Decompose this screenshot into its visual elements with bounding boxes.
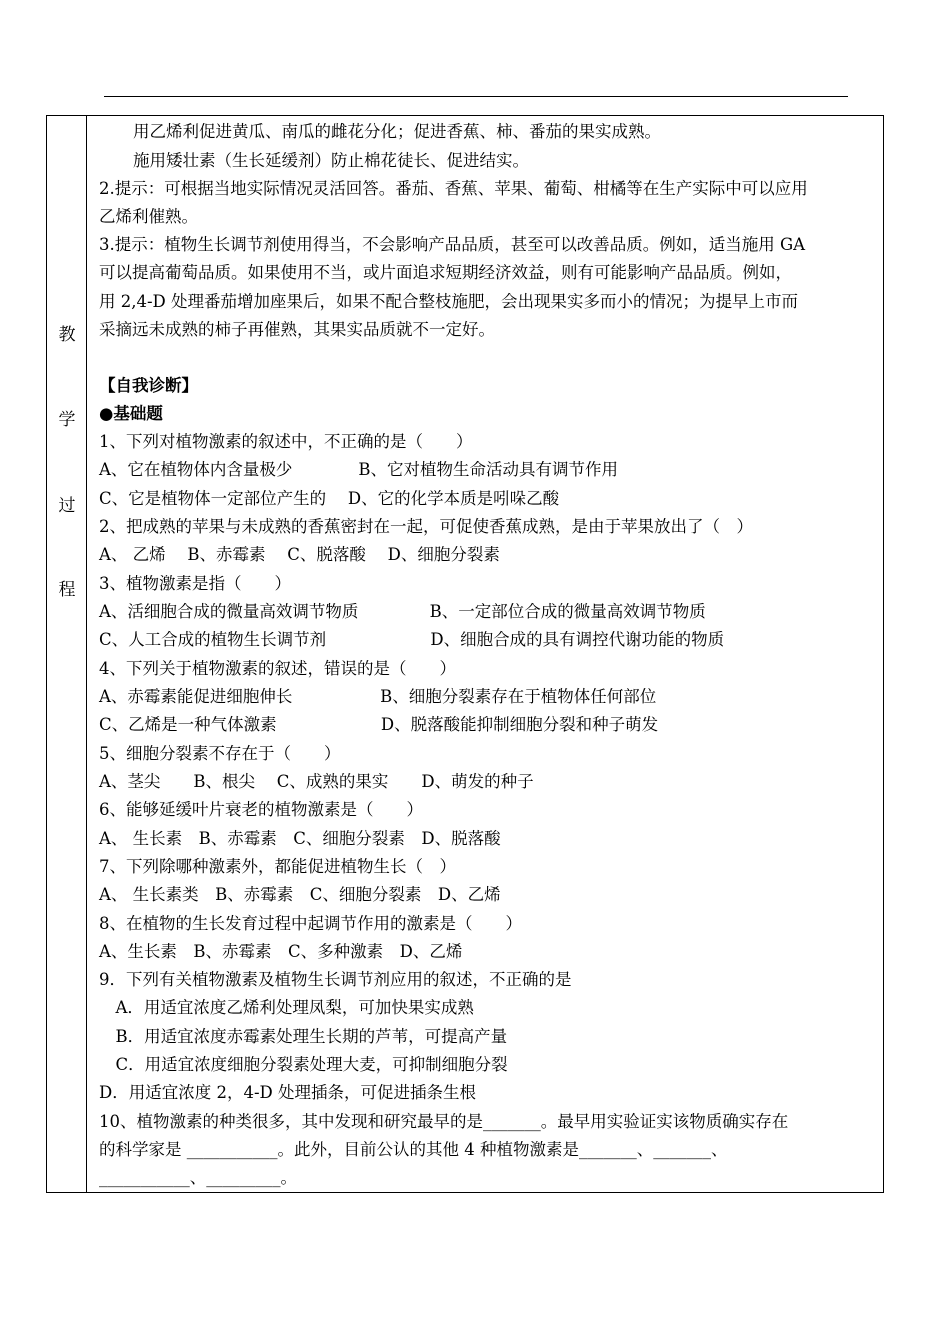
question-line: A、 生长素 B、赤霉素 C、细胞分裂素 D、脱落酸 — [99, 829, 501, 848]
question-line: A、赤霉素能促进细胞伸长 B、细胞分裂素存在于植物体任何部位 — [99, 687, 657, 706]
question-line: 2、把成熟的苹果与未成熟的香蕉密封在一起，可促使香蕉成熟，是由于苹果放出了（ ） — [99, 517, 753, 536]
content-cell — [87, 116, 883, 1192]
question-line: 4、下列关于植物激素的叙述，错误的是（ ） — [99, 659, 456, 678]
side-label-char: 教 — [58, 325, 76, 345]
answer-line: 乙烯利催熟。 — [99, 207, 198, 226]
question-line: ___________、_________。 — [99, 1168, 297, 1187]
side-label-char: 程 — [58, 580, 76, 600]
question-line: B．用适宜浓度赤霉素处理生长期的芦苇，可提高产量 — [99, 1027, 508, 1046]
question-line: 3、植物激素是指（ ） — [99, 574, 291, 593]
question-line: 1、下列对植物激素的叙述中，不正确的是（ ） — [99, 432, 473, 451]
answer-line: 采摘远未成熟的柿子再催熟，其果实品质就不一定好。 — [99, 320, 495, 339]
question-line: 10、植物激素的种类很多，其中发现和研究最早的是_______。最早用实验证实该物质确实存在 — [99, 1112, 789, 1131]
side-label-char: 过 — [58, 496, 76, 516]
question-line: 5、细胞分裂素不存在于（ ） — [99, 744, 341, 763]
question-line: A、活细胞合成的微量高效调节物质 B、一定部位合成的微量高效调节物质 — [99, 602, 706, 621]
question-line: C、它是植物体一定部位产生的 D、它的化学本质是吲哚乙酸 — [99, 489, 560, 508]
question-line: A、 乙烯 B、赤霉素 C、脱落酸 D、细胞分裂素 — [99, 545, 500, 564]
answer-line: 2.提示：可根据当地实际情况灵活回答。番茄、香蕉、苹果、葡萄、柑橘等在生产实际中可以应用 — [99, 179, 808, 198]
question-line: 7、下列除哪种激素外，都能促进植物生长（ ） — [99, 857, 456, 876]
question-line: A．用适宜浓度乙烯利处理凤梨，可加快果实成熟 — [99, 998, 474, 1017]
question-line: A、茎尖 B、根尖 C、成熟的果实 D、萌发的种子 — [99, 772, 534, 791]
question-line: C、乙烯是一种气体激素 D、脱落酸能抑制细胞分裂和种子萌发 — [99, 715, 659, 734]
section-title: 【自我诊断】 — [99, 376, 198, 395]
answer-line: 用 2,4-D 处理番茄增加座果后，如果不配合整枝施肥，会出现果实多而小的情况；为提早上市而 — [99, 292, 799, 311]
question-line: D．用适宜浓度 2，4-D 处理插条，可促进插条生根 — [99, 1083, 477, 1102]
header-rule — [104, 96, 848, 97]
lesson-table — [46, 115, 884, 1193]
question-line: C、人工合成的植物生长调节剂 D、细胞合成的具有调控代谢功能的物质 — [99, 630, 725, 649]
question-line: C．用适宜浓度细胞分裂素处理大麦，可抑制细胞分裂 — [99, 1055, 508, 1074]
question-line: A、 生长素类 B、赤霉素 C、细胞分裂素 D、乙烯 — [99, 885, 501, 904]
side-label-char: 学 — [58, 410, 76, 430]
question-line: A、生长素 B、赤霉素 C、多种激素 D、乙烯 — [99, 942, 463, 961]
answer-line: 用乙烯利促进黄瓜、南瓜的雌花分化；促进香蕉、柿、番茄的果实成熟。 — [133, 122, 661, 141]
question-line: 9．下列有关植物激素及植物生长调节剂应用的叙述，不正确的是 — [99, 970, 572, 989]
answer-line: 3.提示：植物生长调节剂使用得当，不会影响产品品质，甚至可以改善品质。例如，适当施用 GA — [99, 235, 806, 254]
answer-line: 可以提高葡萄品质。如果使用不当，或片面追求短期经济效益，则有可能影响产品品质。例如， — [99, 263, 792, 282]
question-line: 的科学家是 ___________。此外，目前公认的其他 4 种植物激素是_______、_______、 — [99, 1140, 728, 1159]
subsection-title: ●基础题 — [99, 404, 163, 423]
question-line: A、它在植物体内含量极少 B、它对植物生命活动具有调节作用 — [99, 460, 619, 479]
question-line: 8、在植物的生长发育过程中起调节作用的激素是（ ） — [99, 914, 522, 933]
question-line: 6、能够延缓叶片衰老的植物激素是（ ） — [99, 800, 423, 819]
side-label-column — [47, 116, 87, 1192]
answer-line: 施用矮壮素（生长延缓剂）防止棉花徒长、促进结实。 — [133, 151, 529, 170]
